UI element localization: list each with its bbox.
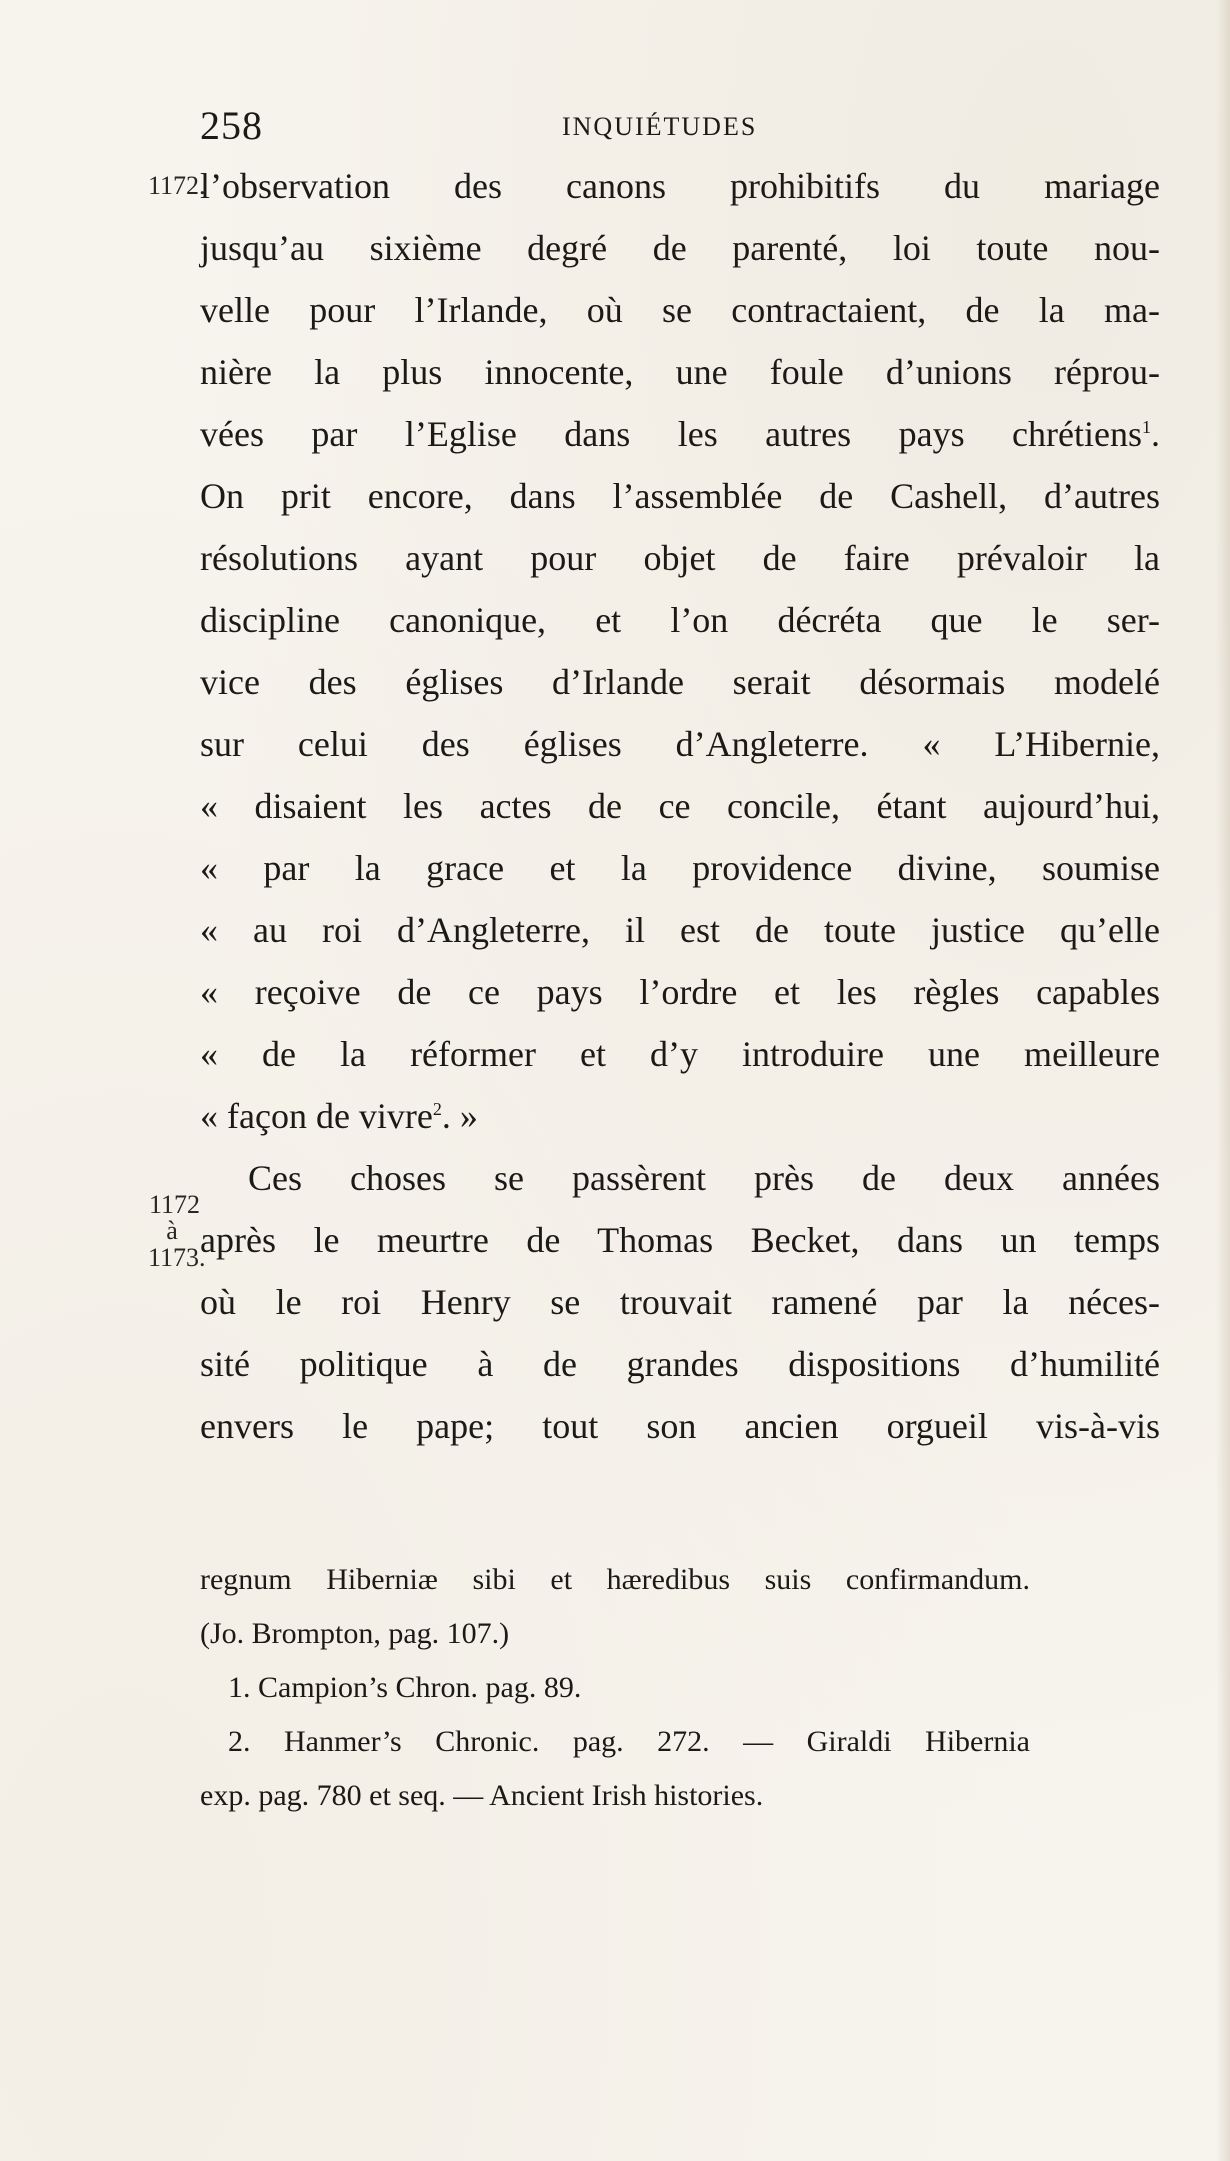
text-line: après le meurtre de Thomas Becket, dans un temps — [200, 1220, 1160, 1260]
text-line-end: . — [1151, 414, 1160, 454]
quote-line: « par la grace et la providence divine, soumise — [200, 848, 1160, 888]
text-line: l’observation des canons prohibitifs du mariage — [200, 166, 1160, 206]
margin-year-range-start: 1172 — [148, 1190, 200, 1219]
footnote-2: 2. Hanmer’s Chronic. pag. 272. — Giraldi Hibernia — [228, 1725, 1030, 1758]
quote-line: « au roi d’Angleterre, il est de toute justice qu’elle — [200, 910, 1160, 950]
footnotes — [200, 1553, 1030, 1823]
running-title: INQUIÉTUDES — [562, 112, 758, 141]
margin-year-range-end: 1173. — [148, 1243, 206, 1272]
footnote-1: 1. Campion’s Chron. pag. 89. — [228, 1671, 582, 1704]
margin-year-1172: 1172. — [148, 171, 206, 200]
footnote-continuation: regnum Hiberniæ sibi et hæredibus suis confirmandum. — [200, 1563, 1030, 1596]
text-line: Ces choses se passèrent près de deux années — [248, 1158, 1160, 1198]
margin-year-range-a: à — [166, 1216, 178, 1245]
footnote-continuation: (Jo. Brompton, pag. 107.) — [200, 1617, 510, 1650]
text-line: jusqu’au sixième degré de parenté, loi toute nou- — [200, 228, 1160, 268]
text-line — [200, 403, 1160, 465]
page-edge-shadow — [1216, 0, 1230, 2161]
text-line: vice des églises d’Irlande serait désormais modelé — [200, 662, 1160, 702]
quote-close: . » — [441, 1096, 478, 1136]
text-line: nière la plus innocente, une foule d’unions réprou- — [200, 352, 1160, 392]
quote-line: « reçoive de ce pays l’ordre et les règles capables — [200, 972, 1160, 1012]
page-header — [200, 104, 820, 148]
text-line: sur celui des églises d’Angleterre. « L’Hibernie, — [200, 724, 1160, 764]
text-line: On prit encore, dans l’assemblée de Cashell, d’autres — [200, 476, 1160, 516]
quote-line: « disaient les actes de ce concile, étant aujourd’hui, — [200, 786, 1160, 826]
quote-line — [200, 1085, 1160, 1147]
quote-line-content: « façon de vivre — [200, 1096, 433, 1136]
text-line: envers le pape; tout son ancien orgueil vis-à-vis — [200, 1406, 1160, 1446]
footnote-ref-1: 1 — [1142, 417, 1151, 437]
footnote-ref-2: 2 — [432, 1099, 442, 1119]
page-number: 258 — [200, 103, 263, 148]
text-line-content: vées par l’Eglise dans les autres pays chrétiens — [200, 414, 1142, 454]
text-line: sité politique à de grandes dispositions d’humilité — [200, 1344, 1160, 1384]
text-line: résolutions ayant pour objet de faire prévaloir la — [200, 538, 1160, 578]
footnote-2-continuation: exp. pag. 780 et seq. — Ancient Irish histories. — [200, 1779, 764, 1812]
text-line: discipline canonique, et l’on décréta que le ser- — [200, 600, 1160, 640]
quote-line: « de la réformer et d’y introduire une meilleure — [200, 1034, 1160, 1074]
text-line: où le roi Henry se trouvait ramené par la néces- — [200, 1282, 1160, 1322]
main-text — [200, 155, 1160, 1457]
text-line: velle pour l’Irlande, où se contractaient, de la ma- — [200, 290, 1160, 330]
